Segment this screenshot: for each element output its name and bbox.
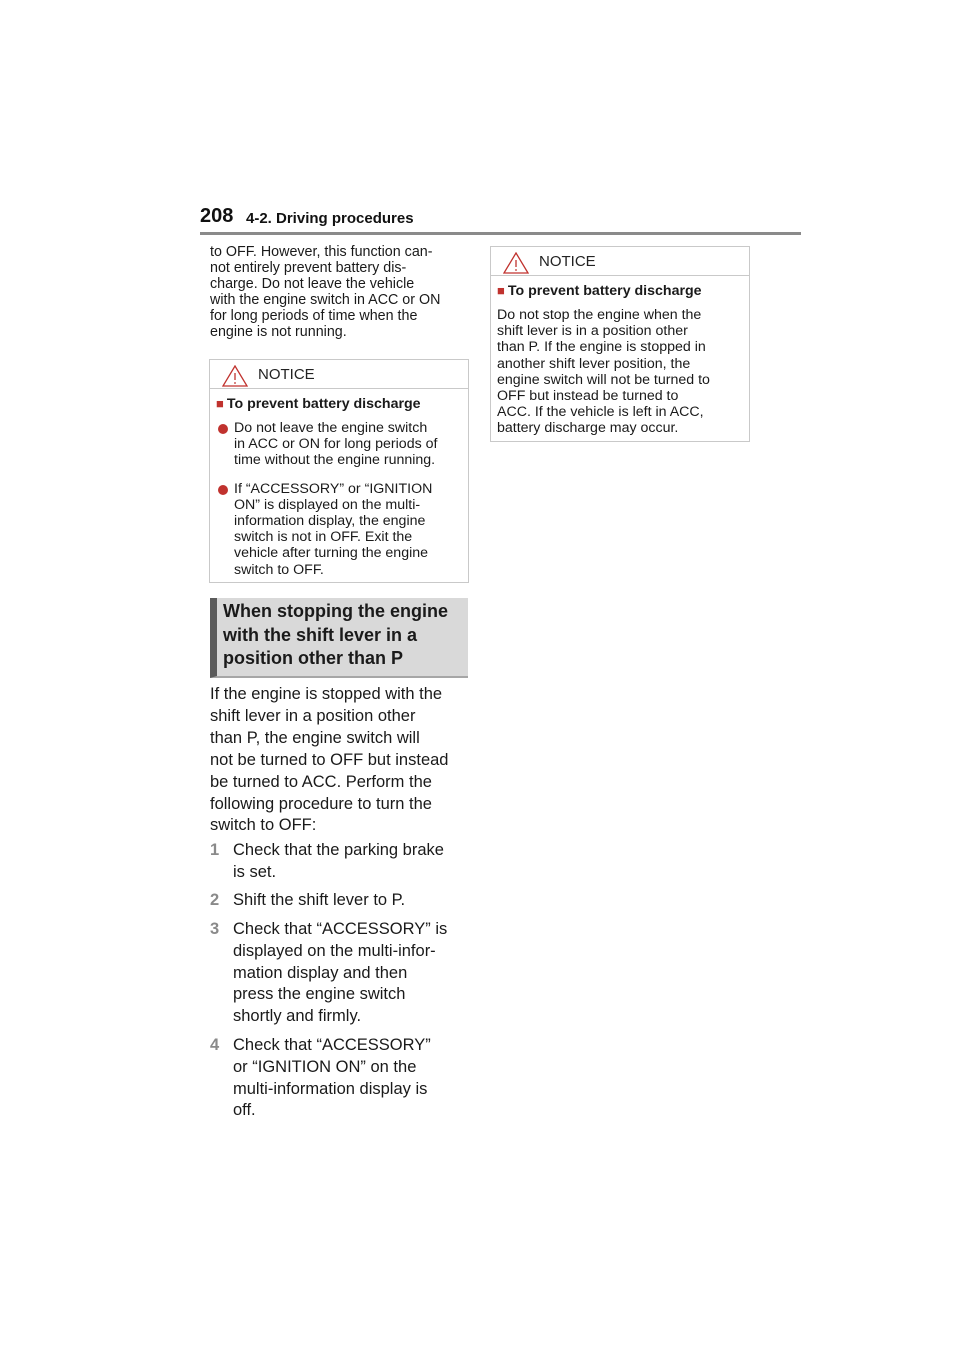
intro-line: charge. Do not leave the vehicle (210, 276, 415, 292)
procedure-steps (210, 840, 472, 1129)
intro-line: not entirely prevent battery dis- (210, 260, 407, 276)
notice-title: ■ To prevent battery discharge (216, 396, 421, 412)
notice-bullet: If “ACCESSORY” or “IGNITION ON” is displayed on the multi- information display, the engine switch is not in OFF. Exit the vehicle after turning the engine switch to OFF. (216, 481, 462, 578)
notice-box-2 (490, 246, 750, 442)
warning-triangle-icon (503, 252, 529, 274)
body-line: switch to OFF: (210, 816, 317, 835)
body-line: If the engine is stopped with the (210, 685, 443, 703)
bullet-dot-icon (218, 424, 228, 434)
intro-line: for long periods of time when the (210, 308, 418, 324)
notice-header (210, 360, 468, 389)
subheading-title: When stopping the engine with the shift lever in a position other than P (223, 601, 448, 668)
step-item: 4 Check that “ACCESSORY” or “IGNITION ON” on the multi-information display is off. (210, 1035, 431, 1120)
notice-title: ■ To prevent battery discharge (497, 283, 702, 299)
square-bullet-icon: ■ (497, 283, 505, 298)
step-number: 2 (210, 891, 220, 910)
body-line: shift lever in a position other (210, 706, 416, 725)
intro-paragraph (210, 244, 472, 340)
section-title: 4-2. Driving procedures (246, 210, 414, 227)
notice-header (491, 247, 749, 276)
square-bullet-icon: ■ (216, 396, 224, 411)
notice-label: NOTICE (539, 253, 596, 270)
notice-label: NOTICE (258, 366, 315, 383)
page-header (200, 205, 800, 235)
step-item: 3 Check that “ACCESSORY” is displayed on the multi-infor- mation display and then press the engine switch shortly and firmly. (210, 919, 448, 1026)
body-line: not be turned to OFF but instead (210, 750, 449, 769)
warning-triangle-icon (222, 365, 248, 387)
step-number: 1 (210, 841, 220, 859)
notice-body (210, 389, 468, 588)
step-number: 3 (210, 919, 220, 938)
intro-line: engine is not running. (210, 324, 347, 340)
notice-text: Do not stop the engine when the shift lever is in a position other than P. If the engine is stopped in another shift lever position, the engine switch will not be turned to OFF but instead be turned to ACC. If the vehicle is left in ACC, battery discharge may occur. (497, 307, 710, 437)
header-divider (200, 232, 801, 235)
intro-line: with the engine switch in ACC or ON (210, 292, 441, 308)
notice-bullet: Do not leave the engine switch in ACC or ON for long periods of time without the engine running. (216, 420, 462, 469)
page-number: 208 (200, 205, 234, 227)
body-line: following procedure to turn the (210, 794, 432, 813)
step-item: 2 Shift the shift lever to P. (210, 890, 472, 912)
body-line: than P, the engine switch will (210, 728, 420, 747)
body-line: be turned to ACC. Perform the (210, 772, 432, 791)
notice-body (491, 276, 749, 447)
bullet-dot-icon (218, 485, 228, 495)
step-item: 1 Check that the parking brake is set. (210, 841, 444, 881)
body-paragraph (210, 684, 472, 837)
notice-box-1 (209, 359, 469, 583)
step-number: 4 (210, 1035, 220, 1054)
intro-line: to OFF. However, this function can- (210, 244, 433, 260)
subheading-box (210, 598, 468, 678)
